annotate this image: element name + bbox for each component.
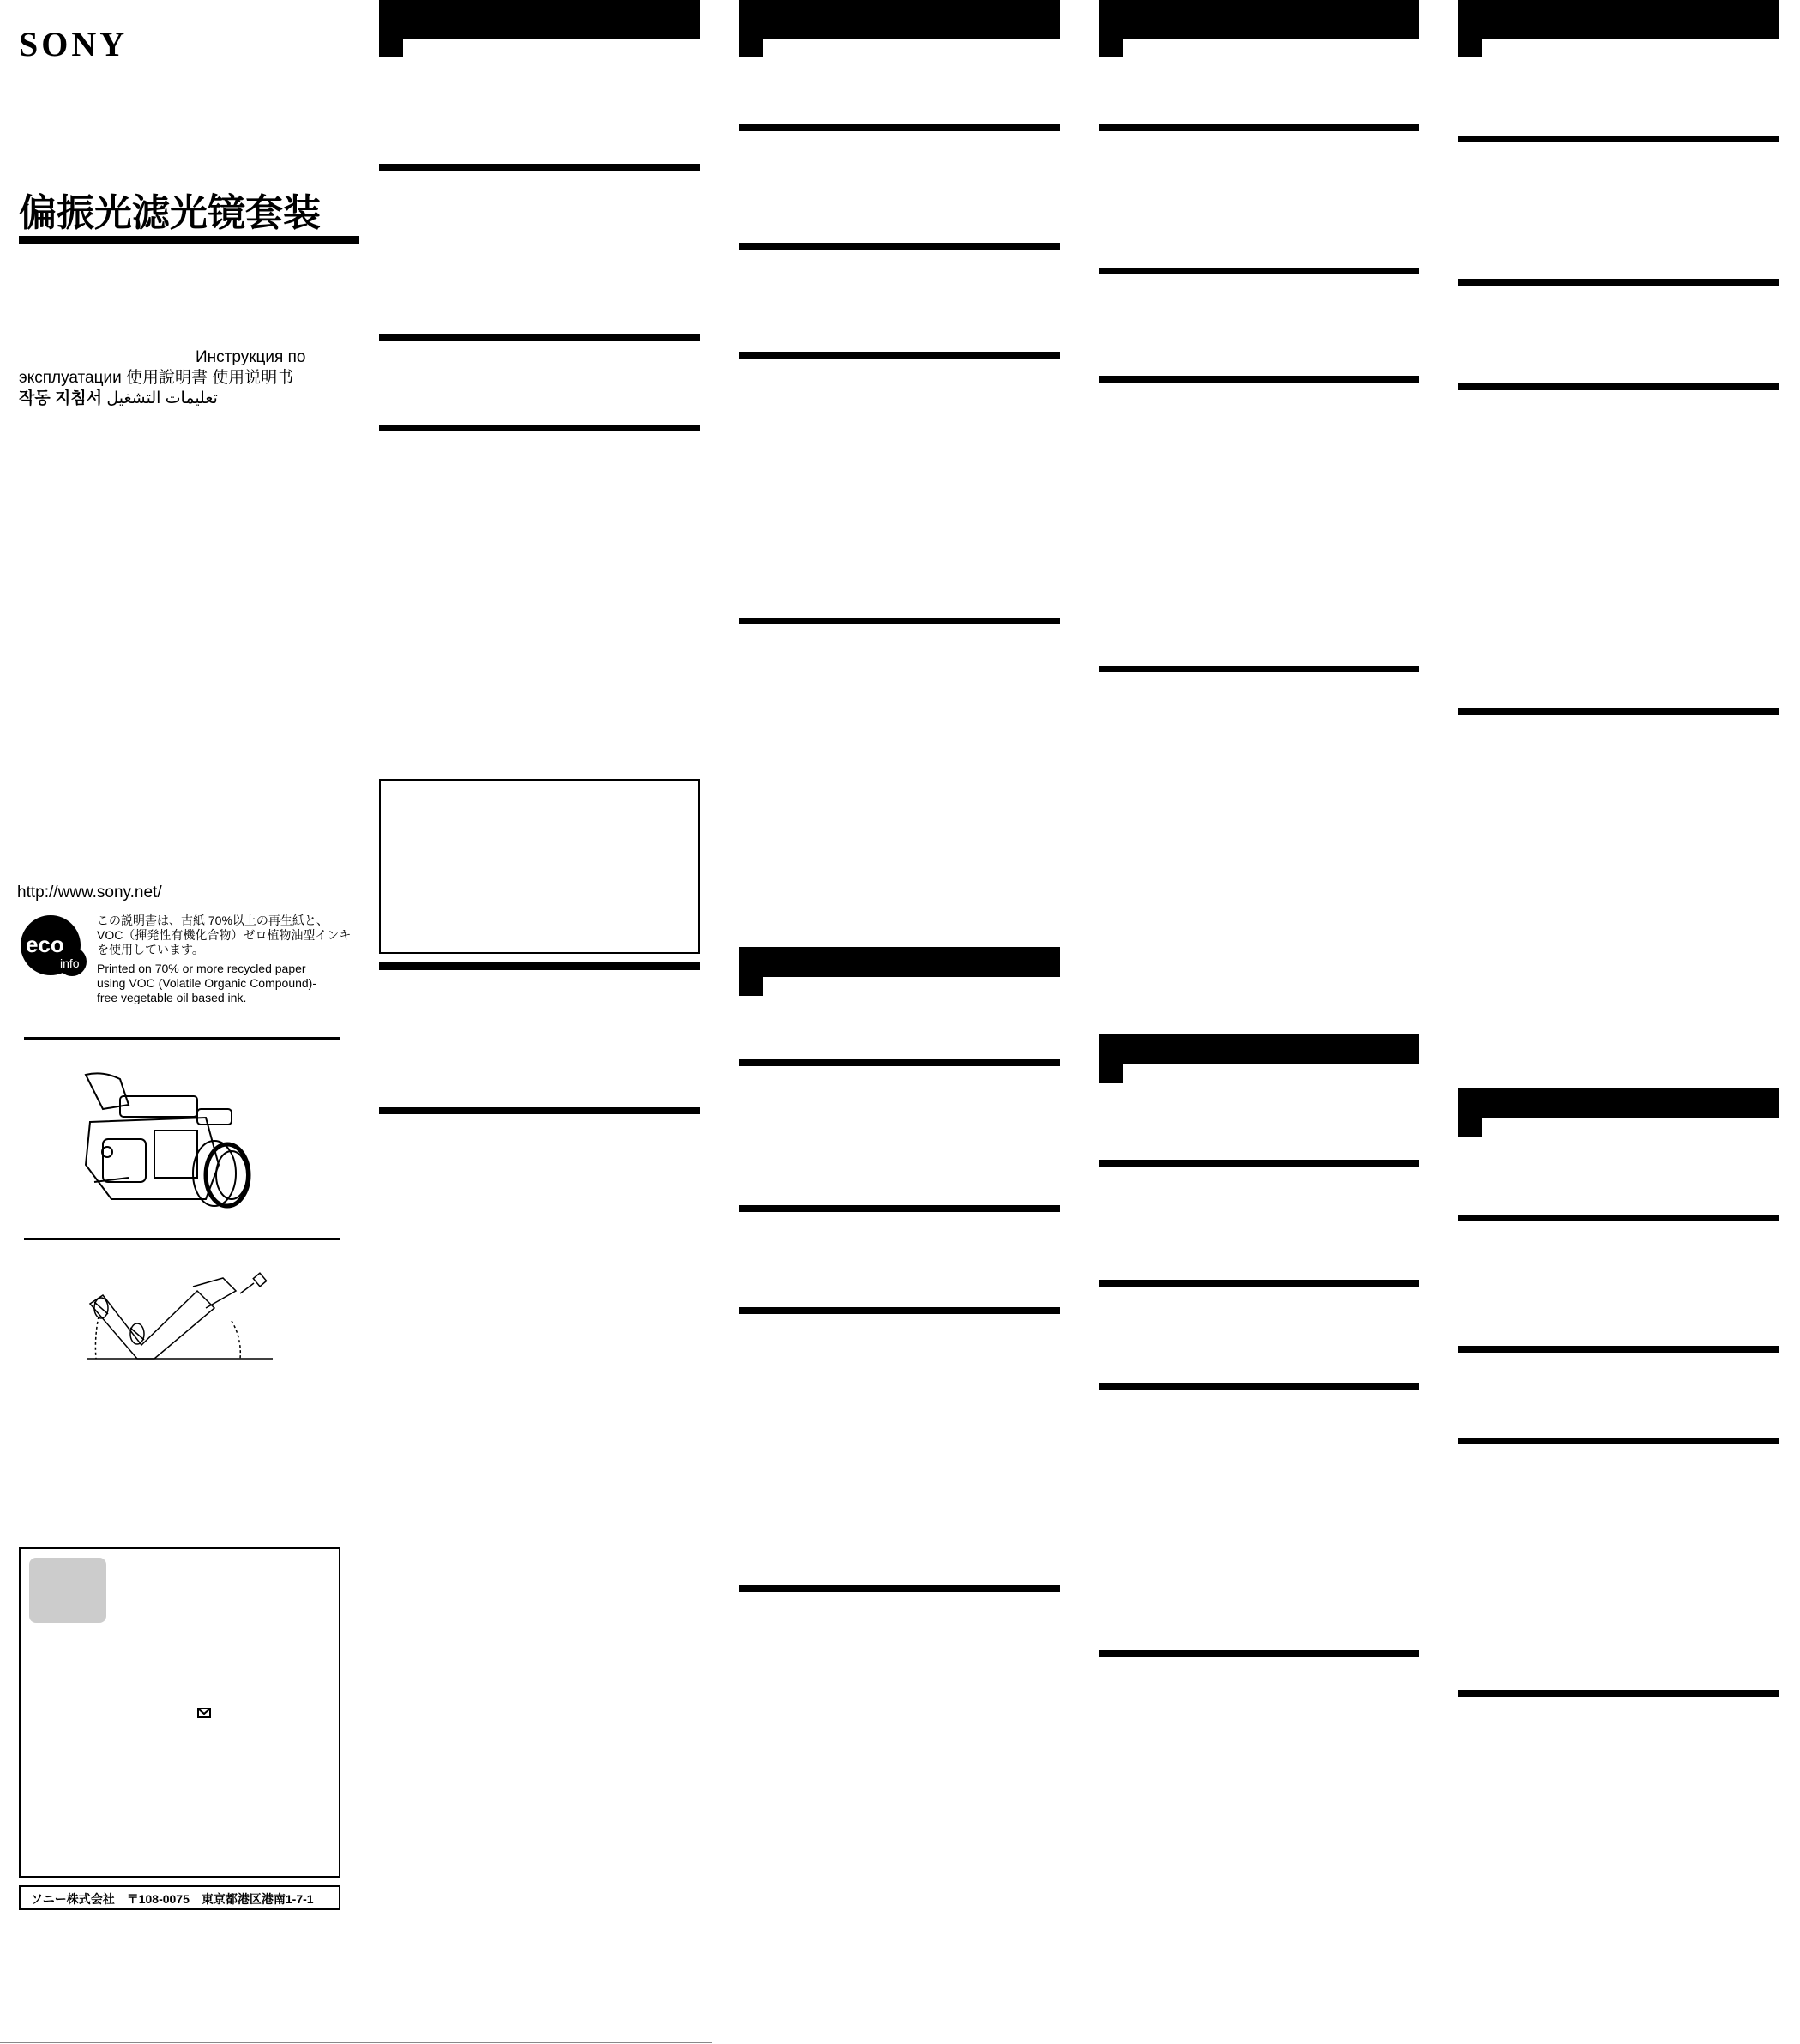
section-rule <box>1458 1346 1779 1353</box>
title-underline <box>19 236 359 244</box>
address-box <box>19 1885 340 1910</box>
section-rule <box>739 1307 1060 1314</box>
section-rule <box>739 124 1060 131</box>
section-rule <box>379 1107 700 1114</box>
section-rule <box>1099 1383 1419 1390</box>
section-header <box>1099 1034 1419 1064</box>
language-line-1: Инструкция по <box>196 348 306 366</box>
section-rule <box>739 1585 1060 1592</box>
language-line-3 <box>19 388 218 409</box>
camcorder-illustration <box>77 1070 292 1221</box>
section-rule <box>1458 708 1779 715</box>
eco-badge-bottom-text: info <box>60 956 80 970</box>
grey-placeholder <box>29 1558 106 1623</box>
eco-text-en-3: free vegetable oil based ink. <box>97 991 247 1004</box>
section-tab <box>1458 1118 1482 1137</box>
section-tab <box>379 39 403 57</box>
eco-text-jp-2: VOC（揮発性有機化合物）ゼロ植物油型インキ <box>97 928 352 942</box>
eco-text-jp-3: を使用しています。 <box>97 943 204 956</box>
filter-rotation-diagram <box>86 1269 283 1364</box>
page-bottom-rule <box>0 2042 712 2043</box>
section-header <box>1458 1088 1779 1118</box>
eco-badge-icon <box>19 914 87 983</box>
section-rule <box>1099 1280 1419 1287</box>
section-rule <box>739 243 1060 250</box>
section-header <box>739 947 1060 977</box>
section-header <box>1099 0 1419 39</box>
section-rule <box>1458 1690 1779 1697</box>
sony-logo: SONY <box>19 25 129 63</box>
divider <box>24 1238 340 1240</box>
section-rule <box>1099 376 1419 383</box>
mail-icon-svg <box>197 1708 211 1718</box>
eco-info-badge <box>19 914 87 983</box>
product-title: 偏振光滤光镜套装 <box>19 192 321 234</box>
section-header <box>379 0 700 39</box>
section-header <box>739 0 1060 39</box>
language-line-2: эксплуатации 使用說明書 使用说明书 <box>19 369 294 387</box>
section-rule <box>379 334 700 341</box>
section-tab <box>739 977 763 996</box>
language-arabic: تعليمات التشغيل <box>106 389 218 407</box>
section-rule <box>1458 1215 1779 1221</box>
section-rule <box>739 352 1060 359</box>
mail-icon <box>197 1707 211 1717</box>
section-tab <box>1099 1064 1123 1083</box>
rotation-diagram-icon <box>86 1269 283 1364</box>
eco-text-jp-1: この説明書は、古紙 70%以上の再生紙と、 <box>97 913 328 927</box>
section-rule <box>739 1205 1060 1212</box>
section-rule <box>1099 666 1419 672</box>
section-rule <box>1458 136 1779 142</box>
section-rule <box>379 962 700 970</box>
eco-badge-top-text: eco <box>26 932 64 957</box>
contact-box <box>19 1547 340 1878</box>
section-rule <box>379 425 700 431</box>
section-tab <box>1099 39 1123 57</box>
section-rule <box>1458 383 1779 390</box>
sony-url[interactable]: http://www.sony.net/ <box>17 883 162 901</box>
eco-text-en-2: using VOC (Volatile Organic Compound)- <box>97 976 317 990</box>
section-tab <box>1458 39 1482 57</box>
section-rule <box>1099 1650 1419 1657</box>
section-rule <box>1099 268 1419 274</box>
divider <box>24 1037 340 1040</box>
section-rule <box>1458 1438 1779 1444</box>
section-rule <box>1458 279 1779 286</box>
section-rule <box>1099 124 1419 131</box>
section-tab <box>739 39 763 57</box>
eco-text-en-1: Printed on 70% or more recycled paper <box>97 962 306 975</box>
section-rule <box>739 618 1060 624</box>
company-address: ソニー株式会社 〒108-0075 東京都港区港南1-7-1 <box>31 1892 314 1906</box>
camcorder-icon <box>77 1070 292 1221</box>
section-rule <box>739 1059 1060 1066</box>
section-rule <box>1099 1160 1419 1167</box>
section-header <box>1458 0 1779 39</box>
section-rule <box>379 164 700 171</box>
language-korean: 작동 지침서 <box>19 389 103 407</box>
notice-box <box>379 779 700 954</box>
